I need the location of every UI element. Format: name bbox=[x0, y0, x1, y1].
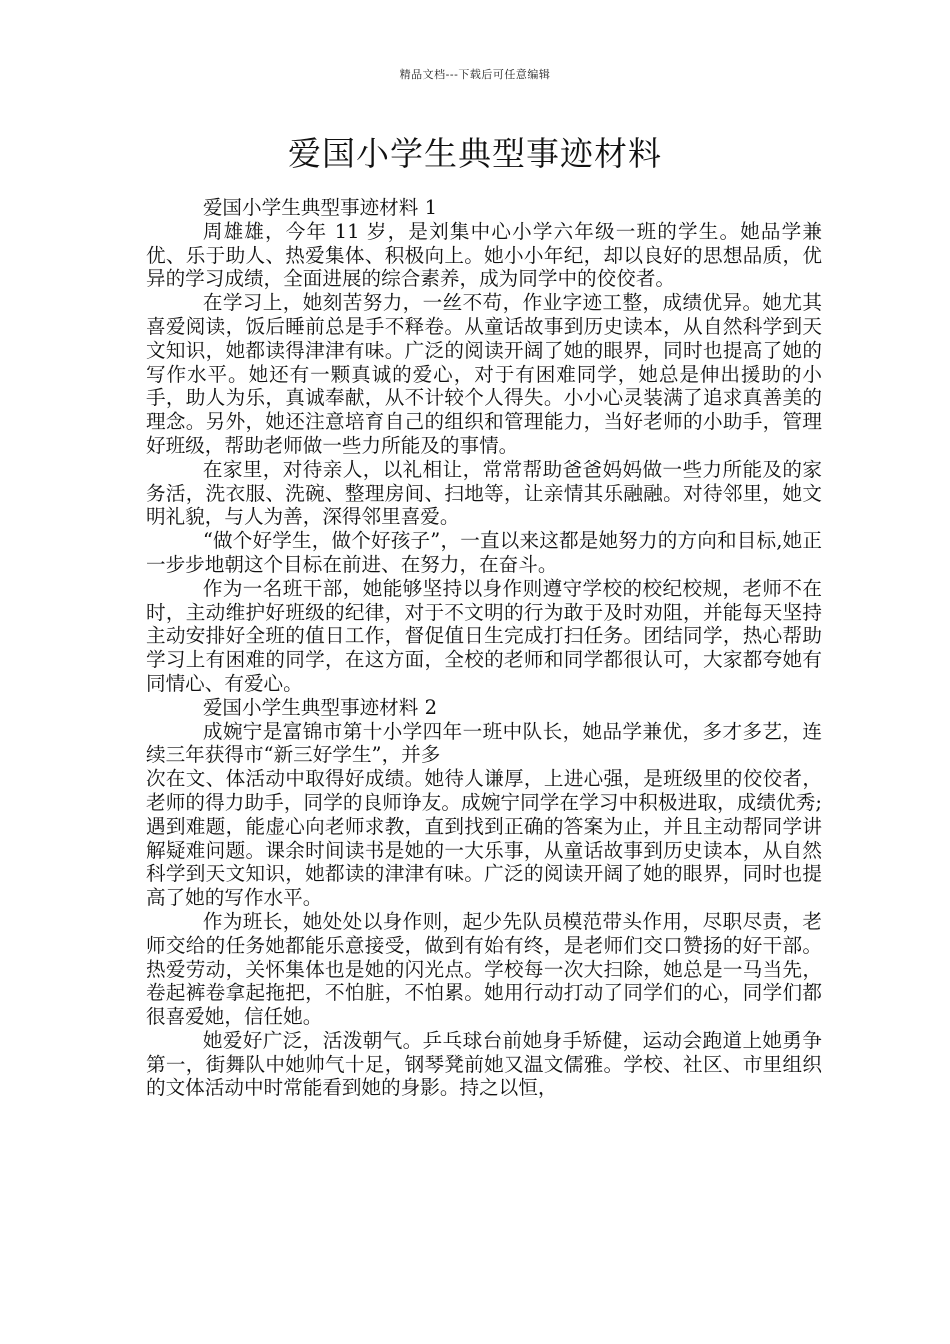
paragraph: 成婉宁是富锦市第十小学四年一班中队长，她品学兼优，多才多艺，连续三年获得市“新三好学生”，并多 bbox=[146, 719, 822, 767]
document-body bbox=[146, 196, 822, 1100]
paragraph: “做个好学生，做个好孩子”，一直以来这都是她努力的方向和目标,她正一步步地朝这个目标在前进、在努力，在奋斗。 bbox=[146, 529, 822, 576]
paragraph: 周雄雄，今年 11 岁，是刘集中心小学六年级一班的学生。她品学兼优、乐于助人、热爱集体、积极向上。她小小年纪，却以良好的思想品质，优异的学习成绩，全面进展的综合素养，成为同学中的佼佼者。 bbox=[146, 219, 822, 291]
paragraph: 她爱好广泛，活泼朝气。乒乓球台前她身手矫健，运动会跑道上她勇争第一，街舞队中她帅气十足，钢琴凳前她又温文儒雅。学校、社区、市里组织的文体活动中时常能看到她的身影。持之以恒， bbox=[146, 1028, 822, 1100]
section-heading-1: 爱国小学生典型事迹材料 1 bbox=[202, 196, 438, 219]
section-heading-2: 爱国小学生典型事迹材料 2 bbox=[202, 695, 438, 719]
document-title: 爱国小学生典型事迹材料 bbox=[288, 134, 662, 173]
paragraph: 在家里，对待亲人，以礼相让，常常帮助爸爸妈妈做一些力所能及的家务活，洗衣服、洗碗、整理房间、扫地等，让亲情其乐融融。对待邻里，她文明礼貌，与人为善，深得邻里喜爱。 bbox=[146, 457, 822, 529]
paragraph: 作为班长，她处处以身作则，起少先队员模范带头作用，尽职尽责，老师交给的任务她都能乐意接受，做到有始有终，是老师们交口赞扬的好干部。热爱劳动，关怀集体也是她的闪光点。学校每一次大扫除，她总是一马当先，卷起裤卷拿起拖把，不怕脏，不怕累。她用行动打动了同学们的心，同学们都很喜爱她，信任她。 bbox=[146, 909, 822, 1029]
paragraph: 在学习上，她刻苦努力，一丝不苟，作业字迹工整，成绩优异。她尤其喜爱阅读，饭后睡前总是手不释卷。从童话故事到历史读本，从自然科学到天文知识，她都读得津津有味。广泛的阅读开阔了她的眼界，同时也提高了她的写作水平。她还有一颗真诚的爱心，对于有困难同学，她总是伸出援助的小手，助人为乐，真诚奉献，从不计较个人得失。小小心灵装满了追求真善美的理念。另外，她还注意培育自己的组织和管理能力，当好老师的小助手，管理好班级，帮助老师做一些力所能及的事情。 bbox=[146, 291, 822, 457]
page-header-note: 精品文档---下载后可任意编辑 bbox=[399, 68, 551, 81]
paragraph: 作为一名班干部，她能够坚持以身作则遵守学校的校纪校规，老师不在时，主动维护好班级的纪律，对于不文明的行为敢于及时劝阻，并能每天坚持主动安排好全班的值日工作，督促值日生完成打扫任务。团结同学，热心帮助学习上有困难的同学，在这方面，全校的老师和同学都很认可，大家都夸她有同情心、有爱心。 bbox=[146, 576, 822, 695]
paragraph-continuation: 次在文、体活动中取得好成绩。她待人谦厚，上进心强，是班级里的佼佼者，老师的得力助手，同学的良师诤友。成婉宁同学在学习中积极进取，成绩优秀;遇到难题，能虚心向老师求教，直到找到正确的答案为止，并且主动帮同学讲解疑难问题。课余时间读书是她的一大乐事，从童话故事到历史读本，从自然科学到天文知识，她都读的津津有味。广泛的阅读开阔了她的眼界，同时也提高了她的写作水平。 bbox=[146, 767, 822, 910]
